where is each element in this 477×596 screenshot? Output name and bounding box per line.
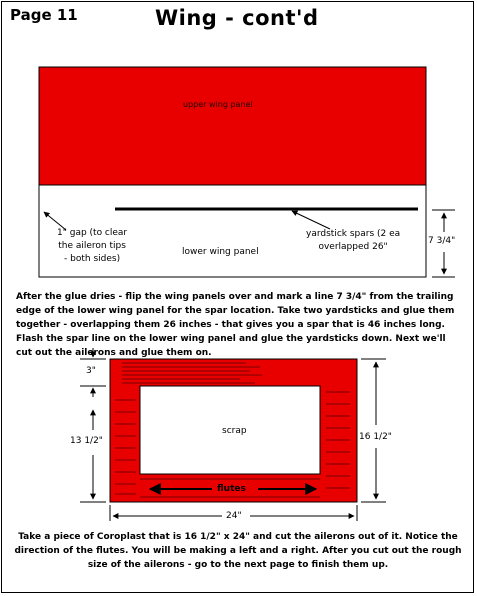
sheet-height-dimension: 16 1/2" bbox=[359, 432, 392, 442]
scrap-label: scrap bbox=[222, 426, 247, 436]
spar-dimension-label: 7 3/4" bbox=[428, 236, 456, 246]
gap-note-line-1: 1" gap (to clear bbox=[57, 228, 128, 238]
upper-wing-panel bbox=[39, 67, 426, 185]
gap-note-line-2: the aileron tips bbox=[58, 241, 126, 251]
gap-note bbox=[57, 227, 127, 266]
spar-note-line-2: overlapped 26" bbox=[318, 242, 388, 252]
page-title: Wing - cont'd bbox=[155, 6, 319, 30]
instructions-paragraph-1: After the glue dries - flip the wing panels over and mark a line 7 3/4" from the trailing edge of the lower wing panel for the spar location. Take two yardsticks and glue them together - overlapping them 26 inches - that gives you a spar that is 46 inches long. Flash the spar line on the lower wing panel and glue the yardsticks down. Next we'll cut out the ailerons and glue them on. bbox=[16, 292, 455, 358]
top-strip-dimension: 3" bbox=[86, 366, 96, 376]
lower-wing-panel-label: lower wing panel bbox=[182, 247, 259, 257]
instructions-paragraph-2: Take a piece of Coroplast that is 16 1/2" x 24" and cut the ailerons out of it. Notice the direction of the flutes. You will be making a left and a right. After you cut out the rough size of the ailerons - go to the next page to finish them up. bbox=[14, 532, 462, 570]
sheet-width-dimension: 24" bbox=[226, 511, 242, 521]
upper-wing-panel-label: upper wing panel bbox=[183, 100, 253, 109]
page-number: Page 11 bbox=[10, 6, 78, 24]
spar-note bbox=[306, 228, 400, 254]
gap-note-line-3: - both sides) bbox=[64, 254, 121, 264]
aileron-height-dimension: 13 1/2" bbox=[70, 436, 103, 446]
spar-note-line-1: yardstick spars (2 ea bbox=[306, 229, 401, 239]
flutes-label: flutes bbox=[217, 484, 246, 494]
